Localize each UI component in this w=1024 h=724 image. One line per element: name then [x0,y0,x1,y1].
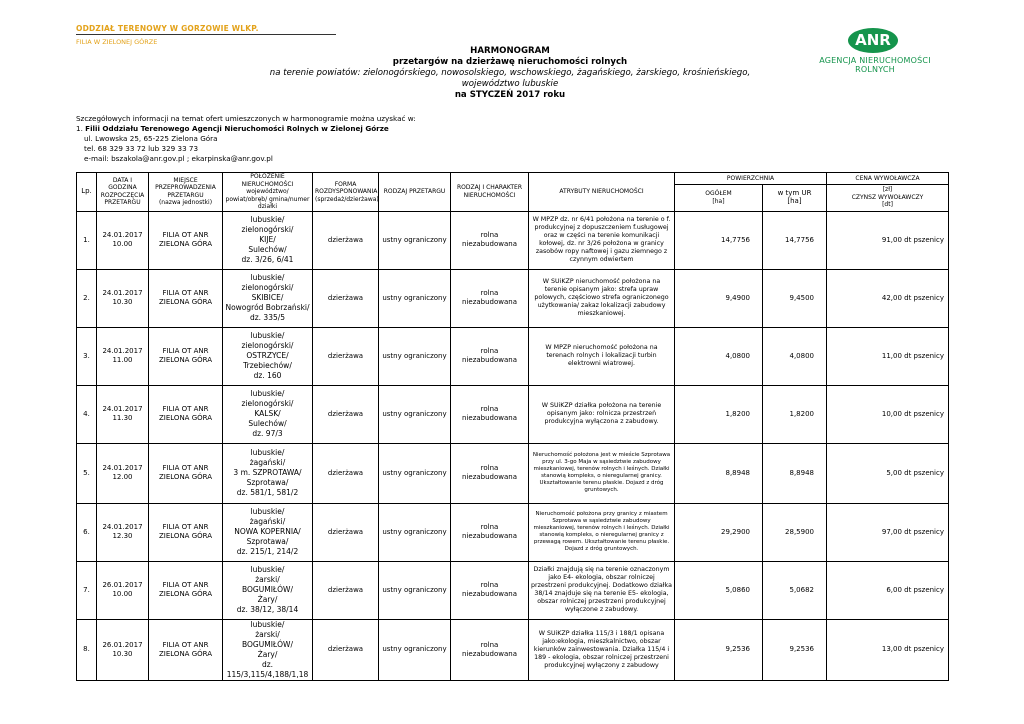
cell-place: FILIA OT ANR ZIELONA GÓRA [149,211,223,269]
cell-area-total: 1,8200 [675,385,763,443]
cell-place: FILIA OT ANR ZIELONA GÓRA [149,443,223,503]
cell-kind: ustny ograniczony [379,385,451,443]
cell-area-ur: 28,5900 [763,503,827,561]
cell-area-total: 29,2900 [675,503,763,561]
table-row [77,385,949,443]
contact-tel: tel. 68 329 33 72 lub 329 33 73 [84,144,199,153]
cell-character: rolna niezabudowana [451,327,529,385]
cell-date: 24.01.2017 10.00 [97,211,149,269]
cell-place: FILIA OT ANR ZIELONA GÓRA [149,619,223,680]
cell-character: rolna niezabudowana [451,443,529,503]
cell-form: dzierżawa [313,385,379,443]
cell-date: 24.01.2017 12.00 [97,443,149,503]
title-main: HARMONOGRAM [470,46,550,56]
table-row [77,619,949,680]
cell-area-total: 8,8948 [675,443,763,503]
cell-character: rolna niezabudowana [451,211,529,269]
cell-lp: 3. [77,327,97,385]
col-price: [zł] CZYNSZ WYWOŁAWCZY [dt] [827,184,949,211]
cell-price: 91,00 dt pszenicy [827,211,949,269]
cell-location: lubuskie/ zielonogórski/ SKIBICE/ Nowogród Bobrzański/ dz. 335/5 [223,269,313,327]
cell-attributes: Działki znajdują się na terenie oznaczonym jako E4- ekologia, obszar rolniczej przestrzeni produkcyjnej. Dodatkowo działka 38/14 znajduje się na terenie E5- ekologia, obszar rolniczej przestrzeni produkcyjnej wyłączone z zabudowy. [529,561,675,619]
cell-area-ur: 5,0682 [763,561,827,619]
cell-date: 24.01.2017 11.30 [97,385,149,443]
cell-lp: 8. [77,619,97,680]
col-area: POWIERZCHNIA [675,173,827,185]
col-date: DATA I GODZINA ROZPOCZĘCIA PRZETARGU [97,173,149,212]
cell-attributes: W MPZP dz. nr 6/41 położona na terenie o f. produkcyjnej z dopuszczeniem f.usługowej oraz w części na terenie komunikacji kołowej, dz. nr 3/26 położona w granicy zasobów ropy naftowej i gazu ziemnego z czynnym odwiertem [529,211,675,269]
cell-price: 13,00 dt pszenicy [827,619,949,680]
cell-date: 26.01.2017 10.00 [97,561,149,619]
cell-kind: ustny ograniczony [379,211,451,269]
title-area: na terenie powiatów: zielonogórskiego, nowosolskiego, wschowskiego, żagańskiego, żarskiego, krośnieńskiego, [269,68,751,78]
cell-date: 24.01.2017 10.30 [97,269,149,327]
cell-location: lubuskie/ żagański/ NOWA KOPERNIA/ Szprotawa/ dz. 215/1, 214/2 [223,503,313,561]
table-row [77,269,949,327]
cell-location: lubuskie/ zielonogórski/ KALSK/ Sulechów/ dz. 97/3 [223,385,313,443]
cell-character: rolna niezabudowana [451,385,529,443]
cell-price: 97,00 dt pszenicy [827,503,949,561]
org-name: ODDZIAŁ TERENOWY W GORZOWIE WLKP. [76,24,259,33]
cell-form: dzierżawa [313,443,379,503]
table-row [77,327,949,385]
cell-location: lubuskie/ żarski/ BOGUMIŁÓW/ Żary/ dz. 38/12, 38/14 [223,561,313,619]
cell-lp: 4. [77,385,97,443]
cell-form: dzierżawa [313,269,379,327]
cell-attributes: W SUiKZP działka położona na terenie opisanym jako: rolnicza przestrzeń produkcyjna wyłączona z zabudowy. [529,385,675,443]
cell-area-ur: 4,0800 [763,327,827,385]
cell-lp: 7. [77,561,97,619]
cell-area-ur: 1,8200 [763,385,827,443]
logo-mark: ANR [848,28,898,53]
cell-form: dzierżawa [313,211,379,269]
cell-price: 42,00 dt pszenicy [827,269,949,327]
col-place: MIEJSCE PRZEPROWADZENIA PRZETARGU (nazwa jednostki) [149,173,223,212]
cell-area-total: 9,2536 [675,619,763,680]
cell-price: 11,00 dt pszenicy [827,327,949,385]
cell-place: FILIA OT ANR ZIELONA GÓRA [149,561,223,619]
logo-text: AGENCJA NIERUCHOMOŚCI ROLNYCH [819,56,931,74]
table-row [77,561,949,619]
col-attributes: ATRYBUTY NIERUCHOMOŚCI [529,173,675,212]
col-lp: Lp. [77,173,97,212]
title-sub: przetargów na dzierżawę nieruchomości rolnych [392,57,628,67]
cell-place: FILIA OT ANR ZIELONA GÓRA [149,503,223,561]
cell-area-ur: 14,7756 [763,211,827,269]
cell-lp: 2. [77,269,97,327]
org-divider [76,34,336,35]
cell-area-ur: 9,4500 [763,269,827,327]
schedule-table [76,172,949,681]
cell-lp: 6. [77,503,97,561]
document-titles [240,46,780,101]
cell-lp: 1. [77,211,97,269]
cell-location: lubuskie/ zielonogórski/ KIJE/ Sulechów/ dz. 3/26, 6/41 [223,211,313,269]
cell-attributes: W MPZP nieruchomość położona na terenach rolnych i lokalizacji turbin elektrowni wiatrowej. [529,327,675,385]
cell-lp: 5. [77,443,97,503]
cell-place: FILIA OT ANR ZIELONA GÓRA [149,327,223,385]
table-row [77,503,949,561]
table-row [77,443,949,503]
cell-date: 24.01.2017 12.30 [97,503,149,561]
contact-intro: Szczegółowych informacji na temat ofert umieszczonych w harmonogramie można uzyskać w: [76,114,416,123]
cell-form: dzierżawa [313,327,379,385]
cell-attributes: Nieruchomość położona przy granicy z miastem Szprotawa w sąsiedztwie zabudowy mieszkaniowej, terenów rolnych i leśnych. Działki stanowią kompleks, o nieregularnej granicy z przewagą rowem. Ukształtowanie terenu płaskie. Dojazd z dróg gruntowych. [529,503,675,561]
cell-area-ur: 8,8948 [763,443,827,503]
cell-date: 24.01.2017 11.00 [97,327,149,385]
cell-character: rolna niezabudowana [451,561,529,619]
cell-price: 5,00 dt pszenicy [827,443,949,503]
cell-character: rolna niezabudowana [451,269,529,327]
col-area-ur: w tym UR [ha] [763,184,827,211]
cell-form: dzierżawa [313,561,379,619]
cell-attributes: W SUiKZP działka 115/3 i 188/1 opisana jako:ekologia, mieszkalnictwo, obszar kierunków zainwestowania. Działka 115/4 i 189 - ekologia, obszar rolniczej przestrzeni produkcyjnej wyłączony z zabudowy [529,619,675,680]
cell-attributes: Nieruchomość położona jest w mieście Szprotawa przy ul. 3-go Maja w sąsiedztwie zabudowy mieszkaniowej, terenów rolnych i leśnych. Działki stanowią kompleks, o nieregularnej granicy. Ukształtowanie terenu płaskie. Dojazd z dróg gruntowych. [529,443,675,503]
contact-email: e-mail: bszakola@anr.gov.pl ; ekarpinska@anr.gov.pl [84,154,273,163]
cell-kind: ustny ograniczony [379,269,451,327]
col-area-total: OGÓŁEM [ha] [675,184,763,211]
title-voivodeship: województwo lubuskie [461,79,559,89]
col-form: FORMA ROZDYSPONOWANIA (sprzedaż/dzierżawa) [313,173,379,212]
cell-form: dzierżawa [313,503,379,561]
contact-street: ul. Lwowska 25, 65-225 Zielona Góra [84,134,218,143]
cell-kind: ustny ograniczony [379,561,451,619]
cell-form: dzierżawa [313,619,379,680]
cell-kind: ustny ograniczony [379,327,451,385]
col-price-top: CENA WYWOŁAWCZA [827,173,949,185]
contact-office: Filii Oddziału Terenowego Agencji Nieruchomości Rolnych w Zielonej Górze [85,124,389,133]
col-character: RODZAJ I CHARAKTER NIERUCHOMOŚCI [451,173,529,212]
cell-attributes: W SUiKZP nieruchomość położona na terenie opisanym jako: strefa upraw polowych, częściowo strefa ograniczonego użytkowania/ zakaz lokalizacji zabudowy mieszkaniowej. [529,269,675,327]
cell-character: rolna niezabudowana [451,503,529,561]
title-period: na STYCZEŃ 2017 roku [454,90,566,100]
cell-location: lubuskie/ zielonogórski/ OSTRZYCE/ Trzebiechów/ dz. 160 [223,327,313,385]
cell-place: FILIA OT ANR ZIELONA GÓRA [149,269,223,327]
cell-area-total: 4,0800 [675,327,763,385]
cell-kind: ustny ograniczony [379,443,451,503]
cell-place: FILIA OT ANR ZIELONA GÓRA [149,385,223,443]
cell-area-ur: 9,2536 [763,619,827,680]
org-branch: FILIA W ZIELONEJ GÓRZE [76,38,158,46]
col-kind: RODZAJ PRZETARGU [379,173,451,212]
cell-area-total: 14,7756 [675,211,763,269]
cell-date: 26.01.2017 10.30 [97,619,149,680]
table-row [77,211,949,269]
cell-price: 6,00 dt pszenicy [827,561,949,619]
cell-area-total: 5,0860 [675,561,763,619]
col-location: POŁOŻENIE NIERUCHOMOŚCI województwo/ powiat/obręb/ gmina/numer działki [223,173,313,212]
cell-kind: ustny ograniczony [379,619,451,680]
anr-logo [800,24,950,72]
cell-character: rolna niezabudowana [451,619,529,680]
cell-area-total: 9,4900 [675,269,763,327]
cell-location: lubuskie/ żarski/ BOGUMIŁÓW/ Żary/ dz. 115/3,115/4,188/1,18 [223,619,313,680]
cell-kind: ustny ograniczony [379,503,451,561]
contact-info [76,114,416,164]
cell-location: lubuskie/ żagański/ 3 m. SZPROTAWA/ Szprotawa/ dz. 581/1, 581/2 [223,443,313,503]
contact-num: 1. [76,124,83,133]
cell-price: 10,00 dt pszenicy [827,385,949,443]
